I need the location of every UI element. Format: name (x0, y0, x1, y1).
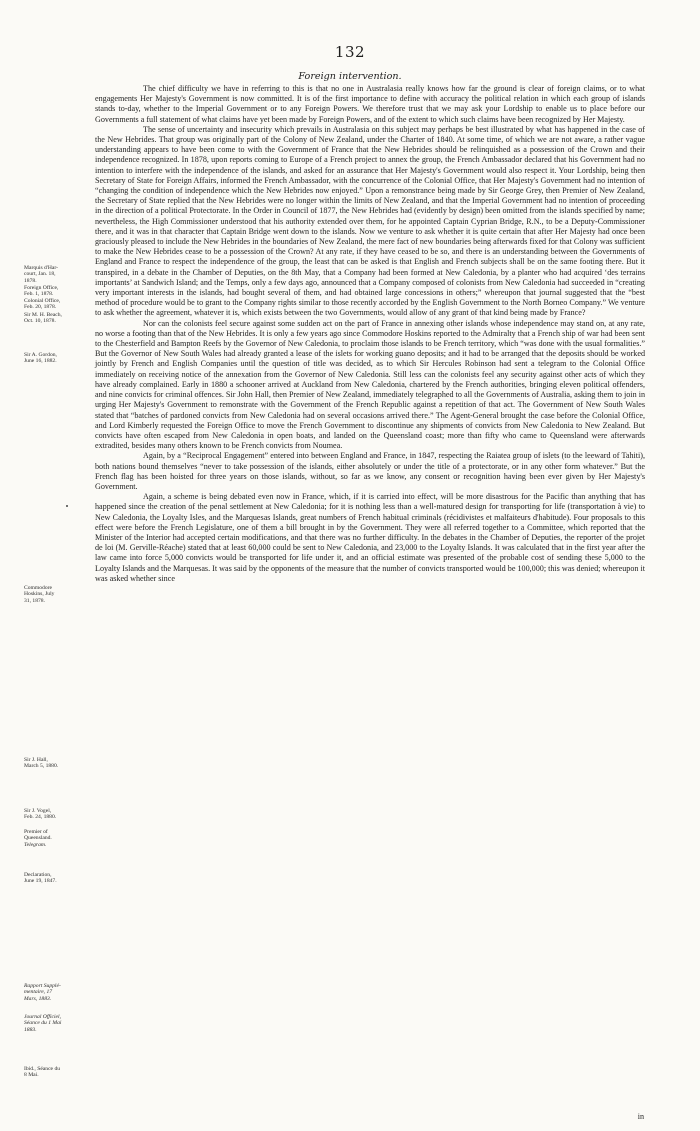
margin-note-line: 31, 1878. (24, 597, 45, 604)
margin-note-line: Sir J. Hall, (24, 757, 48, 763)
margin-note-line: Journal Officiel, (24, 1014, 61, 1020)
margin-note-line: Premier of (24, 829, 48, 835)
margin-note (24, 983, 94, 1002)
paragraph: The chief difficulty we have in referring to this is that no one in Australasia really knows how far the ground is clear of foreign claims, or to what engagements Her Majesty's Government is now committed. It is of the first importance to define with accuracy the political relation in which each group of islands stands to-day, whether to the Imperial Government or to any Foreign Powers. We therefore trust that we may ask your Lordship to enable us to place before our Governments a full statement of what claims have yet been made by Foreign Powers, and of the extent to which such claims have been recognized by Her Majesty. (95, 84, 645, 124)
page-number: 132 (334, 43, 366, 61)
margin-note-line: Sir M. H. Beach, (24, 312, 62, 318)
margin-note-line: 8 Mai. (24, 1072, 39, 1079)
margin-note-line: Sir A. Gordon, (24, 352, 57, 358)
margin-note-line: June 19, 1847. (24, 878, 57, 885)
margin-note-line: Foreign Office, (24, 285, 59, 291)
ink-dot (66, 505, 68, 507)
catchword: in (637, 1112, 644, 1121)
margin-note-line: Mars, 1883. (24, 995, 52, 1002)
margin-note-line: Marquis d'Har- (24, 265, 58, 271)
margin-note-line: Feb. 20, 1878. (24, 304, 57, 311)
margin-note-line: Feb. 24, 1880. (24, 814, 57, 821)
paragraph: The sense of uncertainty and insecurity which prevails in Australasia on this subject may perhaps be best illustrated by what has happened in the case of the New Hebrides. That group was originally part of the Colony of New Zealand, under the Charter of 1840. At some time, of which we are not aware, a rather vague understanding appears to have been come to with the Government of France that the New Hebrides should be relinquished as a possession of the Crown and their independence recognized. In 1878, upon reports coming to Europe of a French project to annex the group, the French Ambassador declared that his Government had no intention to interfere with the independence of the islands, and asked for an assurance that Her Majesty's Government would also respect it. Your Lordship, being then Secretary of State for Foreign Affairs, informed the French Ambassador, with the concurrence of the Colonial Office, that Her Majesty's Government had no intention of “changing the condition of independence which the New Hebrides now enjoyed.” Upon a remonstrance being made by Sir George Grey, then Premier of New Zealand, the Secretary of State replied that the New Hebrides were no longer within the limits of New Zealand, and that the Imperial Government had no intention of proceeding in the direction of a political Protectorate. In the Order in Council of 1877, the New Hebrides had (evidently by design) been omitted from the islands specified by name; nevertheless, the High Commissioner understood that his authority extended over them, for he appointed Captain Cyprian Bridge, R.N., to be a Deputy-Commissioner there, and it was in that character that Captain Bridge went down to the islands. Now we venture to ask whether it is quite certain that after Her Majesty had once been graciously pleased to include the New Hebrides in the boundaries of New Zealand, the mere fact of new boundaries being afterwards fixed for that Colony was sufficient to make the New Hebrides cease to be a possession of the Crown? At any rate, if they have ceased to be so, and there is an understanding between the Governments of England and France to respect the independence of the group, the least that can be asked is that English and French subjects shall be on the same footing there. But it transpired, in a debate in the Chamber of Deputies, on the 8th May, that a Company had been formed at New Caledonia, by a planter who had acquired ‘des terrains importants’ at Sandwich Island; and the Temps, only a few days ago, announced that a Company composed of colonists from New Caledonia had succeeded in “creating very important interests in the islands, had bought several of them, and had obtained large concessions in others;” whereupon that journal suggested that the “best method of procedure would be to grant to the Company rights similar to those recently accorded by the English Government to the North Borneo Company.” We venture to ask whether the agreement, whatever it is, which exists between the two Governments, would allow of any grant of that kind being made by France? (95, 124, 645, 318)
paragraph: Again, by a “Reciprocal Engagement” entered into between England and France, in 1847, respecting the Raiatea group of islets (to the leeward of Tahiti), both nations bound themselves “never to take possession of the islands, either absolutely or under the title of a protectorate, or in any other form whatever.” But the French flag has been hoisted for three years on those islands, without, so far as we know, any consent or recognition having been ever given by Her Majesty's Government. (95, 451, 645, 491)
margin-note-line: Declaration, (24, 872, 52, 878)
margin-note-line: Sir J. Vogel, (24, 808, 52, 814)
margin-note-line: Commodore (24, 585, 52, 591)
margin-note-line: Telegram. (24, 841, 47, 848)
margin-note-line: Ibid., Séance du (24, 1066, 61, 1072)
margin-note-line: court, Jan. 18, (24, 271, 56, 278)
margin-note-line: Oct. 10, 1878. (24, 318, 56, 325)
margin-note (24, 1014, 94, 1033)
margin-note-line: Hoskins, July (24, 591, 55, 598)
margin-note (24, 757, 94, 770)
margin-note-line: Colonial Office, (24, 297, 61, 304)
margin-note-line: 1883. (24, 1026, 37, 1033)
margin-note (24, 1066, 94, 1079)
paragraph: Nor can the colonists feel secure against some sudden act on the part of France in annexing other islands whose independence may stand on, at any rate, no worse a footing than that of the New Hebrides. It is only a few years ago since Commodore Hoskins reported to the Admiralty that a French ship of war had been sent to the Chesterfield and Bampton Reefs by the Governor of New Caledonia, to proclaim those islands to be French territory, which “was done with the usual formalities.” But the Governor of New South Wales had already granted a lease of the islets for working guano deposits; and it had to be arranged that the deposits should be worked jointly by French and English Companies until the question of title was decided, as to which Sir Hercules Robinson had sent a telegram to the Colonial Office immediately on receiving notice of the annexation from the Governor of New Caledonia. Still less can the colonists feel any security against other acts of which they have already complained. Early in 1880 a schooner arrived at Auckland from New Caledonia, chartered by the French authorities, bringing eleven political offenders, and nine convicts for criminal offences. Sir John Hall, then Premier of New Zealand, immediately telegraphed to all the Governments of Australia, asking them to join in urging Her Majesty's Government to remonstrate with the Government of the French Republic against a repetition of that act. The Government of New South Wales stated that “batches of pardoned convicts from New Caledonia had on several occasions arrived there.” The Agent-General brought the case before the Colonial Office, and Lord Kimberly requested the Foreign Office to move the French Government to discontinue any shipments of convicts from New Caledonia to New Zealand. But convicts have often escaped from New Caledonia in open boats, and landed on the Queensland coast; more than fifty who came to Queensland were afterwards extradited, besides many others known to be French convicts from Noumea. (95, 318, 645, 451)
margin-note-line: Rapport Supplé- (24, 983, 61, 989)
margin-note-line: Queensland. (24, 835, 52, 842)
section-heading: Foreign intervention. (298, 71, 402, 82)
margin-note-line: June 16, 1882. (24, 358, 57, 365)
margin-note (24, 585, 94, 604)
margin-note (24, 265, 94, 284)
margin-note (24, 872, 94, 885)
margin-note (24, 312, 94, 325)
paragraph: Again, a scheme is being debated even now in France, which, if it is carried into effect, will be more disastrous for the Pacific than anything that has happened since the creation of the penal settlement at New Caledonia; for it is nothing less than a well-matured design for transporting for life (transportation à vie) to New Caledonia, the Loyalty Isles, and the Marquesas Islands, great numbers of French habitual criminals (récidivistes et malfaiteurs d'habitude). Four proposals to this effect were before the French Legislature, one of them a bill brought in by the Government. They were all referred together to a Committee, which reported that the Minister of the Interior had accepted certain modifications, and that there was no further difficulty. In the debates in the Chamber of Deputies, the reporter of the projet de loi (M. Gerville-Réache) stated that at least 60,000 could be sent to New Caledonia, and 23,000 to the Loyalty Islands. It was calculated that in the first year after the law came into force 5,000 convicts would be transported for life under it, and an official estimate was presented of the probable cost of sending these 5,000 to the Loyalty Islands and the Marquesas. It was said by the opponents of the measure that the number of convicts transported would be 100,000; this was denied; whereupon it was asked whether since (95, 492, 645, 583)
margin-note-line: March 5, 1880. (24, 763, 59, 770)
margin-note (24, 808, 94, 821)
margin-note-line: Feb. 1, 1878. (24, 291, 54, 298)
margin-note (24, 352, 94, 365)
margin-note-line: Séance du 1 Mai (24, 1020, 62, 1027)
body-text (95, 84, 645, 584)
margin-note (24, 829, 94, 848)
margin-note (24, 285, 94, 311)
margin-note-line: 1878. (24, 277, 37, 284)
margin-note-line: mentaire, 17 (24, 989, 53, 996)
